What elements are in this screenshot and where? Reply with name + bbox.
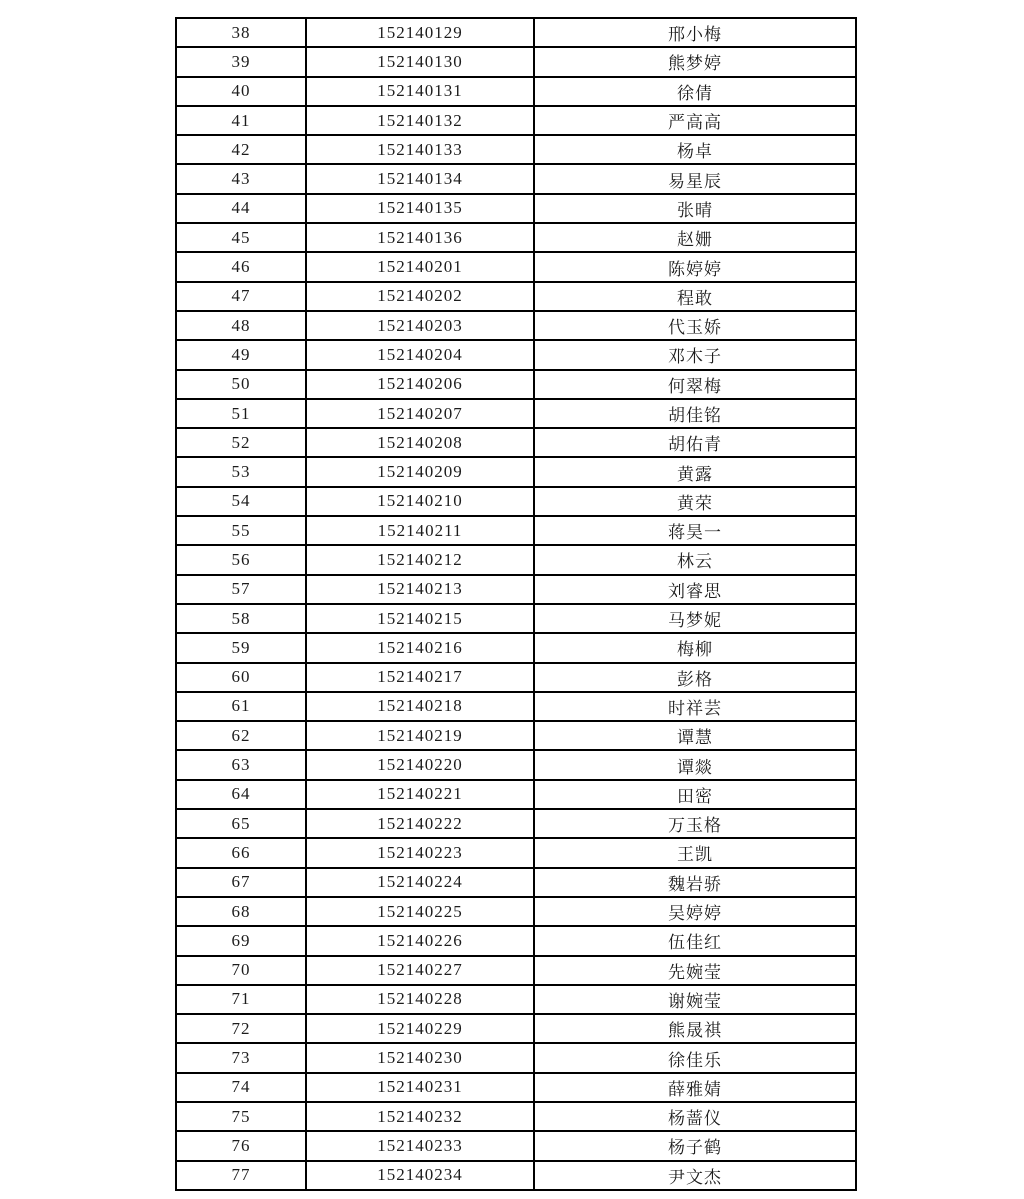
student-id-cell: 152140218 (306, 692, 534, 721)
student-id-cell: 152140225 (306, 897, 534, 926)
row-number-cell: 69 (176, 926, 306, 955)
student-name-cell: 杨蔷仪 (534, 1102, 856, 1131)
student-id-cell: 152140216 (306, 633, 534, 662)
row-number-cell: 40 (176, 77, 306, 106)
row-number-cell: 57 (176, 575, 306, 604)
table-row (176, 868, 856, 897)
student-name-cell: 刘睿思 (534, 575, 856, 604)
table-row (176, 223, 856, 252)
row-number-cell: 64 (176, 780, 306, 809)
student-name-cell: 邓木子 (534, 340, 856, 369)
row-number-cell: 45 (176, 223, 306, 252)
student-id-cell: 152140219 (306, 721, 534, 750)
row-number-cell: 56 (176, 545, 306, 574)
student-id-cell: 152140206 (306, 370, 534, 399)
row-number-cell: 41 (176, 106, 306, 135)
row-number-cell: 60 (176, 663, 306, 692)
table-row (176, 897, 856, 926)
student-name-cell: 杨卓 (534, 135, 856, 164)
student-name-cell: 魏岩骄 (534, 868, 856, 897)
row-number-cell: 76 (176, 1131, 306, 1160)
table-row (176, 545, 856, 574)
row-number-cell: 42 (176, 135, 306, 164)
table-row (176, 750, 856, 779)
student-id-cell: 152140211 (306, 516, 534, 545)
row-number-cell: 66 (176, 838, 306, 867)
student-name-cell: 黄荣 (534, 487, 856, 516)
student-name-cell: 吴婷婷 (534, 897, 856, 926)
row-number-cell: 38 (176, 18, 306, 47)
row-number-cell: 58 (176, 604, 306, 633)
student-id-cell: 152140213 (306, 575, 534, 604)
row-number-cell: 70 (176, 956, 306, 985)
student-name-cell: 徐倩 (534, 77, 856, 106)
student-name-cell: 黄露 (534, 457, 856, 486)
table-row (176, 194, 856, 223)
student-name-cell: 马梦妮 (534, 604, 856, 633)
student-name-cell: 万玉格 (534, 809, 856, 838)
table-row (176, 1014, 856, 1043)
table-row (176, 633, 856, 662)
row-number-cell: 43 (176, 164, 306, 193)
row-number-cell: 46 (176, 252, 306, 281)
table-row (176, 47, 856, 76)
table-row (176, 18, 856, 47)
student-name-cell: 陈婷婷 (534, 252, 856, 281)
table-row (176, 575, 856, 604)
table-row (176, 809, 856, 838)
table-row (176, 77, 856, 106)
table-row (176, 663, 856, 692)
table-row (176, 604, 856, 633)
table-row (176, 282, 856, 311)
table-row (176, 311, 856, 340)
student-name-cell: 胡佑青 (534, 428, 856, 457)
student-name-cell: 徐佳乐 (534, 1043, 856, 1072)
student-name-cell: 谭慧 (534, 721, 856, 750)
row-number-cell: 63 (176, 750, 306, 779)
student-name-cell: 易星辰 (534, 164, 856, 193)
row-number-cell: 61 (176, 692, 306, 721)
table-row (176, 1161, 856, 1190)
student-name-cell: 张晴 (534, 194, 856, 223)
student-id-cell: 152140131 (306, 77, 534, 106)
student-id-cell: 152140132 (306, 106, 534, 135)
student-name-cell: 林云 (534, 545, 856, 574)
student-name-cell: 谭燚 (534, 750, 856, 779)
table-row (176, 956, 856, 985)
student-name-cell: 何翠梅 (534, 370, 856, 399)
table-row (176, 1102, 856, 1131)
student-id-cell: 152140234 (306, 1161, 534, 1190)
table-row (176, 985, 856, 1014)
student-id-cell: 152140226 (306, 926, 534, 955)
table-row (176, 164, 856, 193)
row-number-cell: 47 (176, 282, 306, 311)
table-row (176, 780, 856, 809)
row-number-cell: 49 (176, 340, 306, 369)
row-number-cell: 75 (176, 1102, 306, 1131)
student-id-cell: 152140233 (306, 1131, 534, 1160)
row-number-cell: 65 (176, 809, 306, 838)
student-name-cell: 程敢 (534, 282, 856, 311)
student-id-cell: 152140231 (306, 1073, 534, 1102)
student-id-cell: 152140136 (306, 223, 534, 252)
student-id-cell: 152140232 (306, 1102, 534, 1131)
student-id-cell: 152140202 (306, 282, 534, 311)
table-row (176, 428, 856, 457)
student-name-cell: 彭格 (534, 663, 856, 692)
student-id-cell: 152140221 (306, 780, 534, 809)
student-id-cell: 152140222 (306, 809, 534, 838)
row-number-cell: 50 (176, 370, 306, 399)
student-id-cell: 152140228 (306, 985, 534, 1014)
table-row (176, 1131, 856, 1160)
student-id-cell: 152140207 (306, 399, 534, 428)
student-id-cell: 152140133 (306, 135, 534, 164)
student-id-cell: 152140130 (306, 47, 534, 76)
row-number-cell: 67 (176, 868, 306, 897)
row-number-cell: 72 (176, 1014, 306, 1043)
table-row (176, 926, 856, 955)
student-name-cell: 赵姗 (534, 223, 856, 252)
table-row (176, 692, 856, 721)
table-row (176, 370, 856, 399)
student-name-cell: 时祥芸 (534, 692, 856, 721)
row-number-cell: 44 (176, 194, 306, 223)
student-id-cell: 152140212 (306, 545, 534, 574)
row-number-cell: 71 (176, 985, 306, 1014)
student-id-cell: 152140208 (306, 428, 534, 457)
row-number-cell: 48 (176, 311, 306, 340)
row-number-cell: 53 (176, 457, 306, 486)
student-id-cell: 152140227 (306, 956, 534, 985)
table-row (176, 340, 856, 369)
student-name-cell: 代玉娇 (534, 311, 856, 340)
table-row (176, 721, 856, 750)
row-number-cell: 73 (176, 1043, 306, 1072)
student-name-cell: 熊梦婷 (534, 47, 856, 76)
table-row (176, 252, 856, 281)
student-name-cell: 谢婉莹 (534, 985, 856, 1014)
student-name-cell: 熊晟祺 (534, 1014, 856, 1043)
student-name-cell: 王凯 (534, 838, 856, 867)
row-number-cell: 51 (176, 399, 306, 428)
student-roster-table-body (176, 18, 856, 1190)
table-row (176, 487, 856, 516)
table-row (176, 399, 856, 428)
student-id-cell: 152140229 (306, 1014, 534, 1043)
table-row (176, 106, 856, 135)
student-id-cell: 152140224 (306, 868, 534, 897)
student-name-cell: 田密 (534, 780, 856, 809)
table-row (176, 457, 856, 486)
student-name-cell: 伍佳红 (534, 926, 856, 955)
student-id-cell: 152140230 (306, 1043, 534, 1072)
student-name-cell: 邢小梅 (534, 18, 856, 47)
student-name-cell: 杨子鹤 (534, 1131, 856, 1160)
student-roster-table (175, 17, 857, 1191)
student-name-cell: 梅柳 (534, 633, 856, 662)
student-name-cell: 严高高 (534, 106, 856, 135)
student-name-cell: 蒋昊一 (534, 516, 856, 545)
row-number-cell: 77 (176, 1161, 306, 1190)
table-row (176, 1073, 856, 1102)
student-id-cell: 152140217 (306, 663, 534, 692)
student-id-cell: 152140223 (306, 838, 534, 867)
student-id-cell: 152140134 (306, 164, 534, 193)
student-id-cell: 152140210 (306, 487, 534, 516)
student-id-cell: 152140204 (306, 340, 534, 369)
row-number-cell: 59 (176, 633, 306, 662)
student-id-cell: 152140203 (306, 311, 534, 340)
row-number-cell: 54 (176, 487, 306, 516)
row-number-cell: 39 (176, 47, 306, 76)
row-number-cell: 74 (176, 1073, 306, 1102)
student-name-cell: 尹文杰 (534, 1161, 856, 1190)
student-name-cell: 薛雅婧 (534, 1073, 856, 1102)
student-id-cell: 152140129 (306, 18, 534, 47)
student-name-cell: 先婉莹 (534, 956, 856, 985)
student-id-cell: 152140135 (306, 194, 534, 223)
student-id-cell: 152140220 (306, 750, 534, 779)
table-row (176, 1043, 856, 1072)
student-id-cell: 152140209 (306, 457, 534, 486)
student-id-cell: 152140201 (306, 252, 534, 281)
row-number-cell: 52 (176, 428, 306, 457)
table-row (176, 838, 856, 867)
row-number-cell: 62 (176, 721, 306, 750)
table-row (176, 135, 856, 164)
row-number-cell: 55 (176, 516, 306, 545)
table-row (176, 516, 856, 545)
row-number-cell: 68 (176, 897, 306, 926)
student-id-cell: 152140215 (306, 604, 534, 633)
student-name-cell: 胡佳铭 (534, 399, 856, 428)
